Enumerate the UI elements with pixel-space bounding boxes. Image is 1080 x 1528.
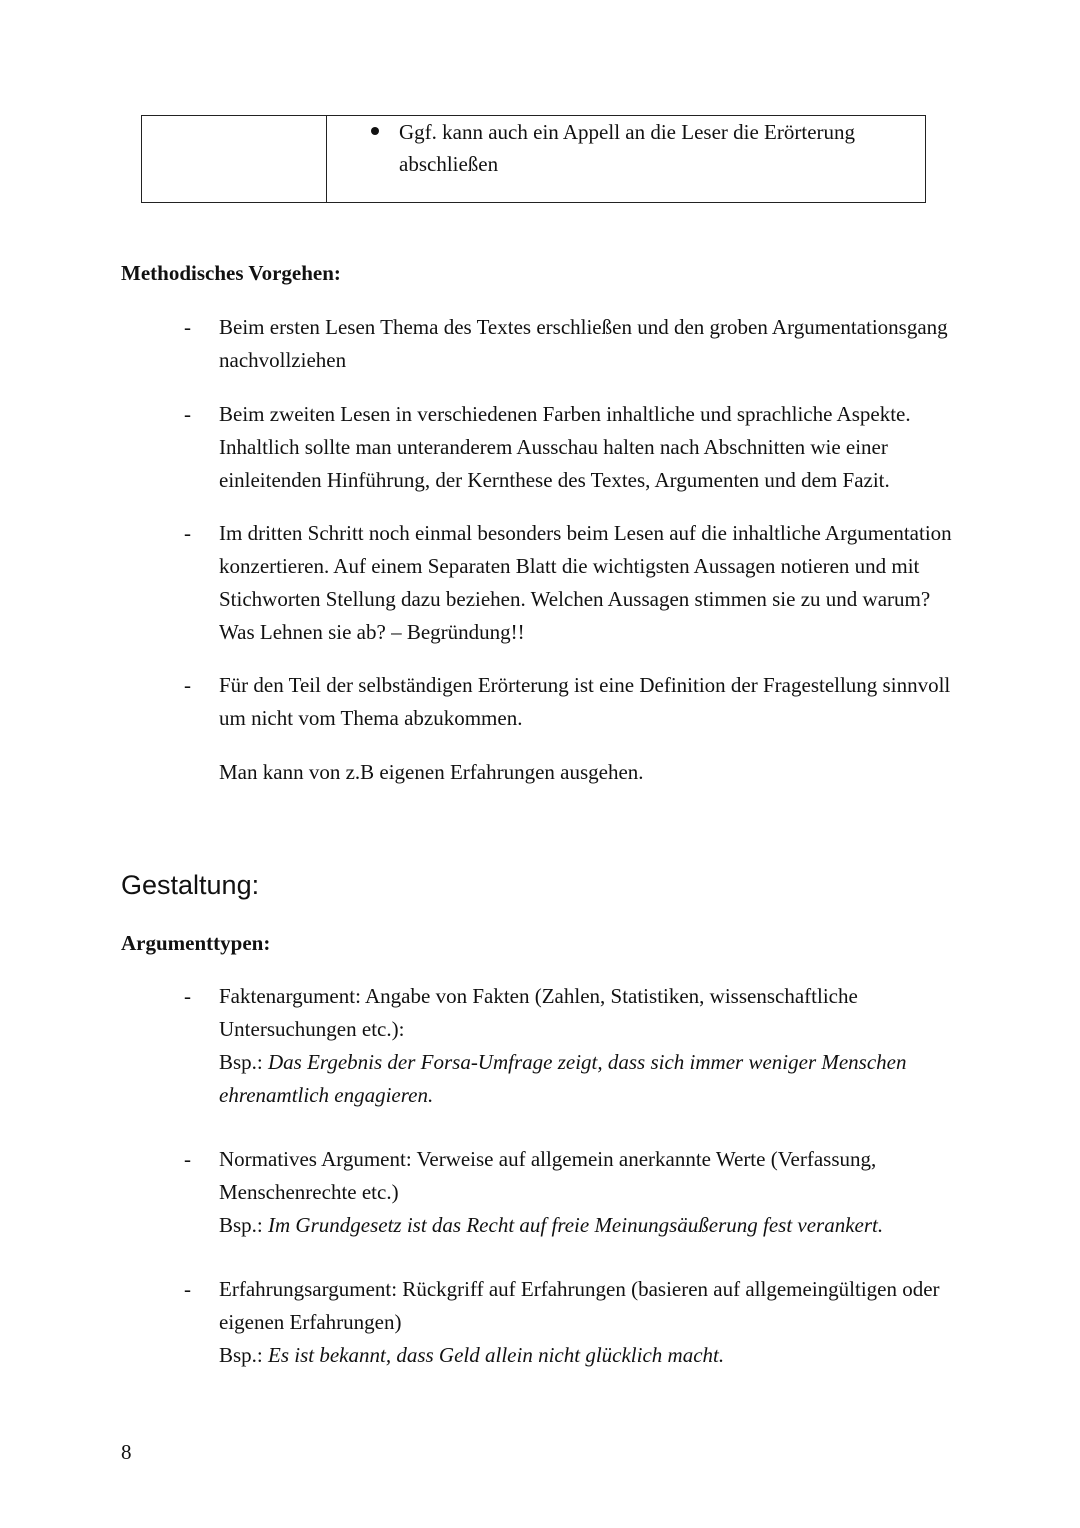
- argument-example-line: [219, 1339, 964, 1372]
- list-item: [184, 517, 964, 649]
- argument-description: Normatives Argument: Verweise auf allgemein anerkannte Werte (Verfassung, Menschenrechte etc.): [219, 1147, 877, 1204]
- dash-icon: -: [184, 402, 191, 426]
- dash-icon: -: [184, 673, 191, 697]
- list-item-text: Beim ersten Lesen Thema des Textes erschließen und den groben Argumentationsgang nachvollziehen: [219, 315, 948, 372]
- list-item-text: Beim zweiten Lesen in verschiedenen Farben inhaltliche und sprachliche Aspekte. Inhaltlich sollte man unteranderem Ausschau halten nach Abschnitten wie einer einleitenden Hinführung, der Kernthese des Textes, Argumenten und dem Fazit.: [219, 402, 911, 492]
- example-label: Bsp.:: [219, 1343, 269, 1367]
- gestaltung-heading: Gestaltung:: [121, 870, 260, 900]
- argumenttypen-heading: Argumenttypen:: [121, 931, 271, 955]
- dash-icon: -: [184, 984, 191, 1008]
- dash-icon: -: [184, 1147, 191, 1171]
- list-item-text: Im dritten Schritt noch einmal besonders beim Lesen auf die inhaltliche Argumentation konzertieren. Auf einem Separaten Blatt die wichtigsten Aussagen notieren und mit Stichworten Stellung dazu beziehen. Welchen Aussagen stimmen sie zu und warum? Was Lehnen sie ab? – Begründung!!: [219, 521, 952, 644]
- list-item: [184, 398, 964, 497]
- table-cell-right: [327, 116, 925, 202]
- methodisches-note: Man kann von z.B eigenen Erfahrungen ausgehen.: [219, 760, 644, 784]
- argument-description: Faktenargument: Angabe von Fakten (Zahlen, Statistiken, wissenschaftliche Untersuchungen etc.):: [219, 984, 858, 1041]
- example-text: Es ist bekannt, dass Geld allein nicht glücklich macht.: [268, 1343, 725, 1367]
- example-text: Das Ergebnis der Forsa-Umfrage zeigt, dass sich immer weniger Menschen ehrenamtlich engagieren.: [219, 1050, 907, 1107]
- table-fragment: [141, 115, 926, 203]
- dash-icon: -: [184, 1277, 191, 1301]
- argument-example-line: [219, 1046, 964, 1112]
- table-cell-left: [142, 116, 327, 202]
- bullet-icon: [371, 127, 379, 135]
- list-item: [184, 311, 964, 377]
- argument-item-fakten: [184, 980, 964, 1112]
- page-number: 8: [121, 1440, 132, 1464]
- argument-example-line: [219, 1209, 964, 1242]
- example-label: Bsp.:: [219, 1050, 269, 1074]
- argument-description: Erfahrungsargument: Rückgriff auf Erfahrungen (basieren auf allgemeingültigen oder eigenen Erfahrungen): [219, 1277, 940, 1334]
- methodisches-heading: Methodisches Vorgehen:: [121, 261, 341, 285]
- list-item-text: Für den Teil der selbständigen Erörterung ist eine Definition der Fragestellung sinnvoll um nicht vom Thema abzukommen.: [219, 673, 951, 730]
- argument-item-erfahrung: [184, 1273, 964, 1372]
- table-bullet-text: Ggf. kann auch ein Appell an die Leser die Erörterung abschließen: [399, 120, 856, 176]
- list-item: [184, 669, 964, 735]
- argument-item-normativ: [184, 1143, 964, 1242]
- dash-icon: -: [184, 315, 191, 339]
- dash-icon: -: [184, 521, 191, 545]
- example-text: Im Grundgesetz ist das Recht auf freie Meinungsäußerung fest verankert.: [268, 1213, 884, 1237]
- example-label: Bsp.:: [219, 1213, 269, 1237]
